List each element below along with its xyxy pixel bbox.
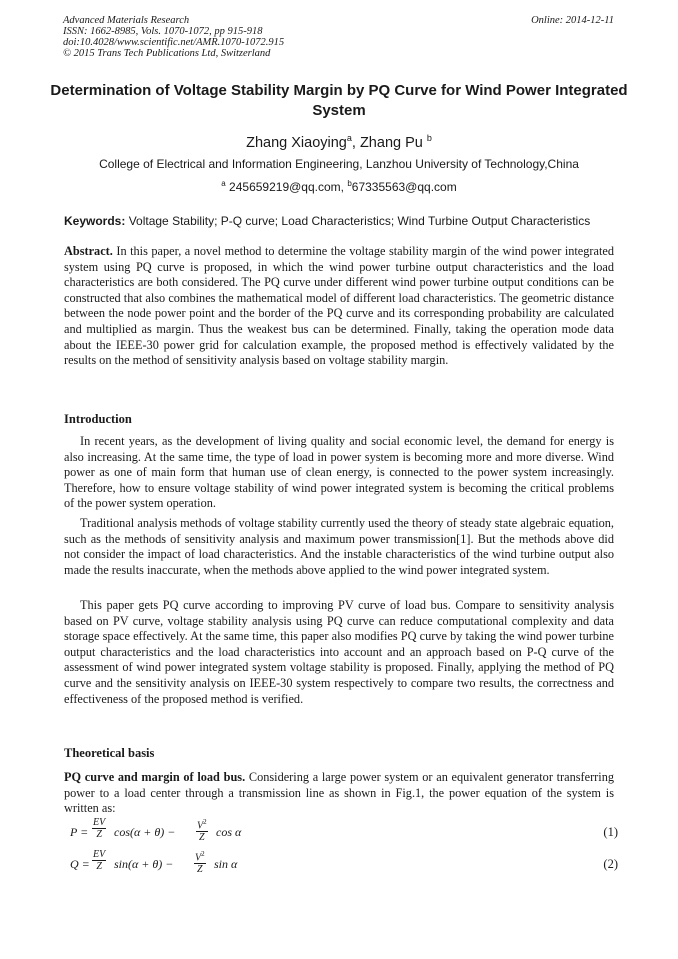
fraction-numerator: EV xyxy=(93,817,106,828)
author-list xyxy=(40,133,638,151)
theory-text: Considering a large power system or an equivalent generator transferring power to a load center through a transmission line as shown in Fig.1, the power equation of the system is written as: xyxy=(64,770,614,816)
copyright-line: © 2015 Trans Tech Publications Ltd, Switzerland xyxy=(63,48,271,59)
keywords-text: Voltage Stability; P-Q curve; Load Characteristics; Wind Turbine Output Characteristics xyxy=(125,214,591,228)
intro-paragraph-2: Traditional analysis methods of voltage stability currently used the theory of steady state algebraic equation, such as the methods of sensitivity analysis and maximum power transmission[1]. But the methods above did not consider the impact of load characteristics. And the instable characteristics of the wind turbine output also made the results inaccurate, when the methods above applied to the wind power integrated system. xyxy=(64,516,614,577)
author-name: Zhang Xiaoying xyxy=(246,134,347,151)
equation-term: cos α xyxy=(216,825,242,839)
exponent: 2 xyxy=(203,818,207,826)
theory-paragraph xyxy=(64,770,614,817)
fraction-numerator xyxy=(196,817,208,832)
author-affil-mark: a xyxy=(346,133,352,143)
section-heading-introduction: Introduction xyxy=(64,412,132,426)
fraction-denominator: Z xyxy=(96,829,102,840)
equation-lhs: P = xyxy=(70,825,89,839)
affiliation: College of Electrical and Information Engineering, Lanzhou University of Technology,China xyxy=(99,157,579,171)
section-heading-theory: Theoretical basis xyxy=(64,746,155,760)
abstract-label: Abstract. xyxy=(64,244,113,258)
journal-name: Advanced Materials Research xyxy=(63,15,190,26)
doi-line: doi:10.4028/www.scientific.net/AMR.1070-1072.915 xyxy=(63,37,285,48)
equation-number: (2) xyxy=(603,857,618,871)
issn-line: ISSN: 1662-8985, Vols. 1070-1072, pp 915-918 xyxy=(63,26,263,37)
fraction xyxy=(92,849,106,873)
author-separator: , xyxy=(351,134,360,151)
intro-paragraph-1: In recent years, as the development of living quality and social economic level, the demand for energy is also increasing. At the same time, the type of load in power system is becoming more and more diverse. Wind power as one of main form that human use of clean energy, is connected to the power system increasingly. Therefore, how to ensure voltage stability of wind power integrated system is becoming the critical problems of the power system operation. xyxy=(64,434,614,511)
abstract xyxy=(64,244,614,369)
variable: V xyxy=(195,852,202,864)
author-name: Zhang Pu xyxy=(359,134,423,151)
paper-title: Determination of Voltage Stability Margin by PQ Curve for Wind Power Integrated System xyxy=(50,82,628,119)
equation-term: sin α xyxy=(214,857,238,871)
subsection-label: PQ curve and margin of load bus. xyxy=(64,770,246,784)
fraction-numerator: EV xyxy=(93,849,106,860)
equation-lhs: Q = xyxy=(70,857,90,871)
equation-term: cos(α + θ) − xyxy=(114,825,176,839)
equation-1 xyxy=(70,817,618,849)
fraction xyxy=(92,817,106,841)
fraction xyxy=(196,817,208,844)
fraction-numerator xyxy=(194,849,206,864)
author-emails xyxy=(40,179,638,194)
email-mark: a xyxy=(221,179,226,188)
variable: V xyxy=(197,820,204,832)
author-affil-mark: b xyxy=(426,133,432,143)
email-address: 67335563@qq.com xyxy=(351,180,457,194)
equation-term: sin(α + θ) − xyxy=(114,857,174,871)
exponent: 2 xyxy=(201,850,205,858)
email-address: 245659219@qq.com, xyxy=(225,180,348,194)
fraction-denominator: Z xyxy=(96,861,102,872)
email-mark: b xyxy=(347,179,352,188)
fraction-denominator: Z xyxy=(199,832,205,844)
equation-2 xyxy=(70,849,618,881)
fraction-denominator: Z xyxy=(197,864,203,876)
fraction xyxy=(194,849,206,876)
keywords xyxy=(64,214,624,228)
journal-header xyxy=(63,15,284,59)
equation-number: (1) xyxy=(603,825,618,839)
abstract-text: In this paper, a novel method to determine the voltage stability margin of the wind power integrated system using PQ curve is proposed, in which the wind power turbine output characteristics and the load characteristics are both considered. The PQ curve under different wind power turbine output conditions can be constructed that also combines the mathematical model of different load characteristics. The geometric distance between the node power point and the border of the PQ curve and its corresponding probability are calculated and multiplied as margin. Thus the weakest bus can be determined. Finally, taking the operation mode data about the IEEE-30 power grid for calculation example, the proposed method is effectively validated by the results on the method of sensitivity analysis based on voltage stability margin. xyxy=(64,244,614,368)
keywords-label: Keywords: xyxy=(64,214,126,228)
intro-paragraph-3: This paper gets PQ curve according to improving PV curve of load bus. Compare to sensitivity analysis based on PV curve, voltage stability analysis using PQ curve can reduce computational complexity and data storage space effectively. At the same time, this paper also modifies PQ curve by taking the wind power turbine output characteristics and the load characteristics into account and an approach based on P-Q curve of the assessment of wind power integrated system voltage stability is proposed. Finally, applying the method of PQ curve and the sensitivity analysis on IEEE-30 system respectively to compare two results, the correctness and effectiveness of the proposed method is verified. xyxy=(64,598,614,706)
online-date: Online: 2014-12-11 xyxy=(531,15,614,26)
